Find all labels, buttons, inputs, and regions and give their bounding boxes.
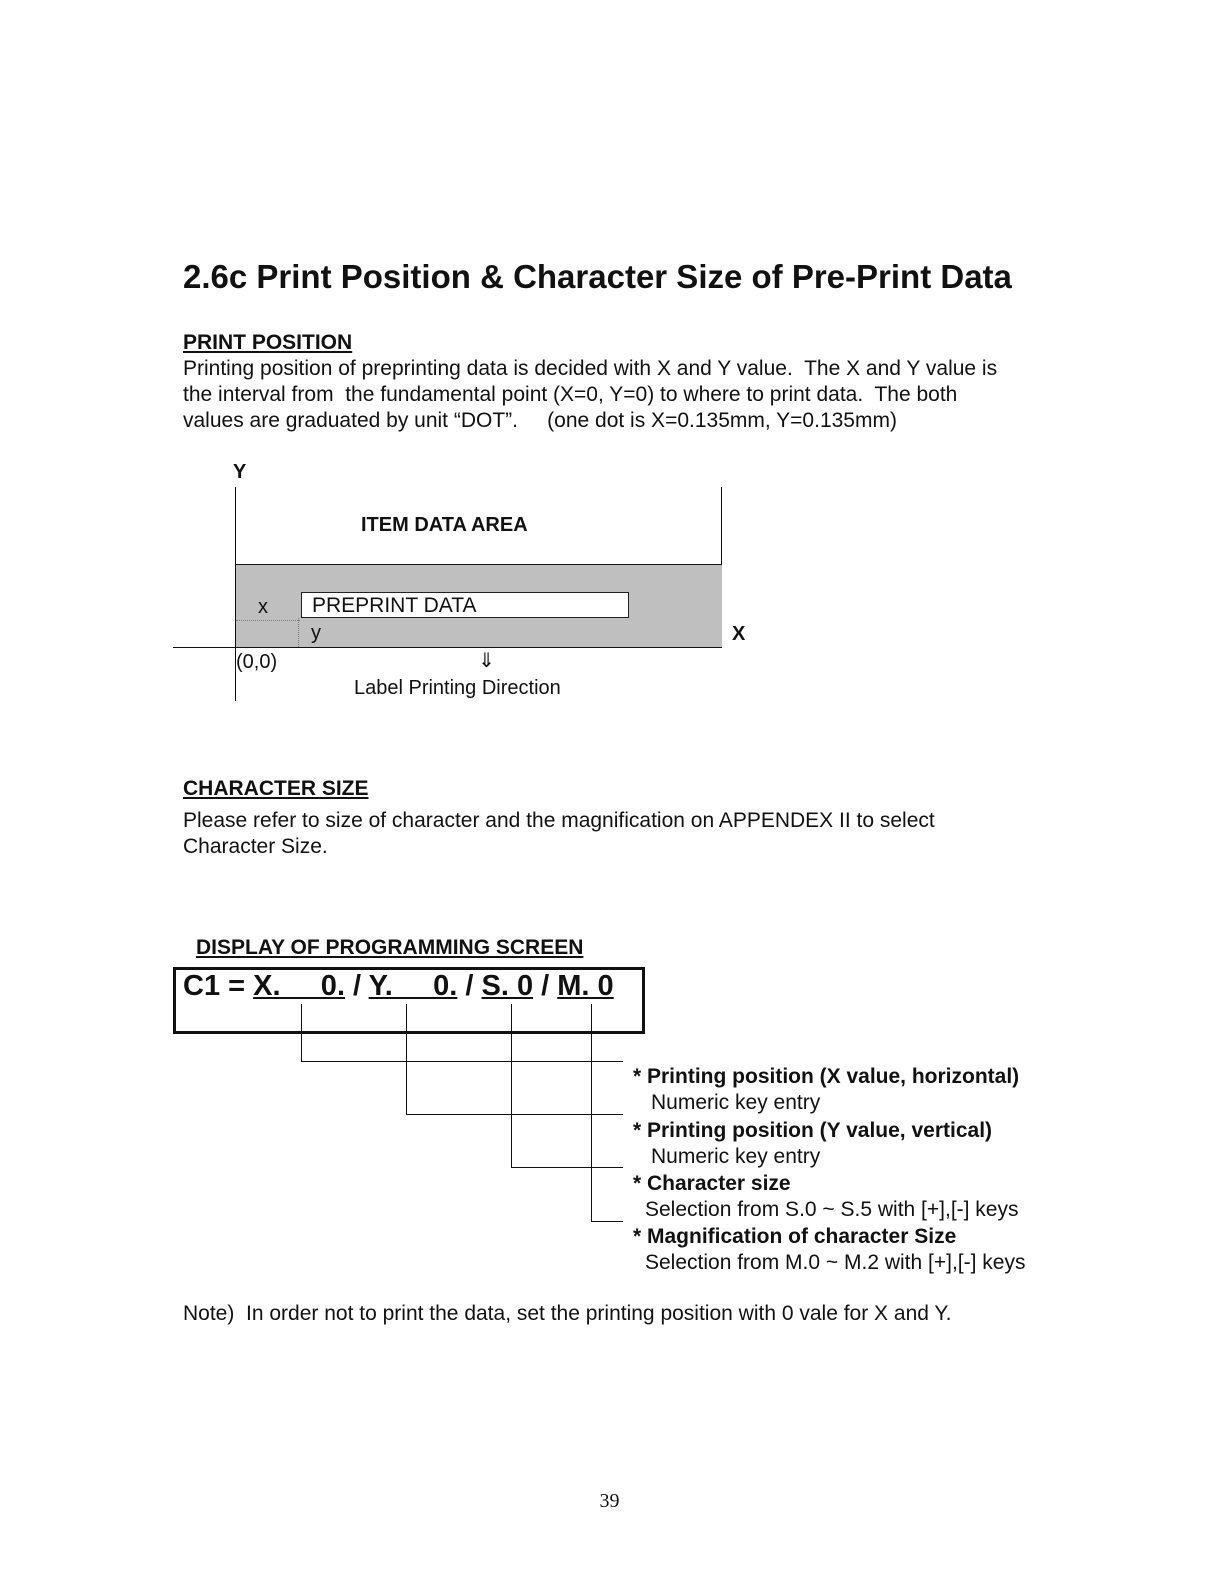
callout-title: * Printing position (Y value, vertical) xyxy=(633,1119,993,1142)
paragraph-line: Printing position of preprinting data is decided with X and Y value. The X and Y value is xyxy=(183,357,998,380)
y-value-field: Y. 0. xyxy=(368,970,458,1002)
connector-x-h xyxy=(301,1061,623,1062)
paragraph-line: the interval from the fundamental point (X=0, Y=0) to where to print data. The both xyxy=(183,383,958,406)
print-position-heading: PRINT POSITION xyxy=(183,331,353,354)
preprint-data-box: PREPRINT DATA xyxy=(301,592,629,618)
callout-desc: Selection from M.0 ~ M.2 with [+],[-] keys xyxy=(645,1251,1026,1274)
callout-y xyxy=(633,1118,992,1170)
page-number: 39 xyxy=(599,1490,620,1512)
print-position-paragraph xyxy=(183,356,997,434)
y-guide xyxy=(298,618,299,647)
connector-x xyxy=(301,1004,302,1062)
x-offset-label: x xyxy=(258,596,268,618)
connector-y xyxy=(406,1004,407,1115)
size-field: S. 0 xyxy=(481,970,534,1002)
programming-screen-heading: DISPLAY OF PROGRAMMING SCREEN xyxy=(196,936,584,959)
character-size-heading: CHARACTER SIZE xyxy=(183,777,369,800)
y-offset-label: y xyxy=(311,622,321,644)
paragraph-line: values are graduated by unit “DOT”. (one dot is X=0.135mm, Y=0.135mm) xyxy=(183,409,897,432)
connector-m xyxy=(591,1004,592,1222)
item-data-area-label: ITEM DATA AREA xyxy=(361,514,528,536)
down-arrow-icon: ⇓ xyxy=(478,650,495,672)
origin-label: (0,0) xyxy=(236,651,278,673)
callout-title: * Printing position (X value, horizontal) xyxy=(633,1065,1020,1088)
x-value-field: X. 0. xyxy=(253,970,345,1002)
x-axis-line xyxy=(173,647,722,648)
separator: / xyxy=(345,970,369,1002)
programming-screen-text xyxy=(183,970,614,1003)
y-axis-label: Y xyxy=(233,461,247,483)
callout-x xyxy=(633,1064,1019,1116)
x-guide xyxy=(236,620,300,621)
connector-s-h xyxy=(511,1167,623,1168)
paragraph-line: Character Size. xyxy=(183,835,328,858)
callout-desc: Numeric key entry xyxy=(651,1091,821,1114)
connector-s xyxy=(511,1004,512,1168)
magnification-field: M. 0 xyxy=(557,970,614,1002)
paragraph-line: Please refer to size of character and the magnification on APPENDEX II to select xyxy=(183,809,935,832)
x-axis-label: X xyxy=(732,623,746,645)
separator: / xyxy=(457,970,482,1002)
callout-desc: Selection from S.0 ~ S.5 with [+],[-] keys xyxy=(645,1198,1019,1221)
character-size-paragraph xyxy=(183,808,935,860)
callout-size xyxy=(633,1171,1019,1223)
connector-m-h xyxy=(591,1221,623,1222)
screen-prefix: C1 = xyxy=(183,970,254,1002)
note-text: Note) In order not to print the data, set the printing position with 0 vale for X and Y. xyxy=(183,1302,952,1325)
printing-direction-label: Label Printing Direction xyxy=(354,677,561,699)
callout-magnification xyxy=(633,1224,1025,1276)
callout-desc: Numeric key entry xyxy=(651,1145,821,1168)
separator: / xyxy=(533,970,558,1002)
page-title: 2.6c Print Position & Character Size of Pre-Print Data xyxy=(183,258,1012,295)
callout-title: * Magnification of character Size xyxy=(633,1225,957,1248)
callout-title: * Character size xyxy=(633,1172,791,1195)
